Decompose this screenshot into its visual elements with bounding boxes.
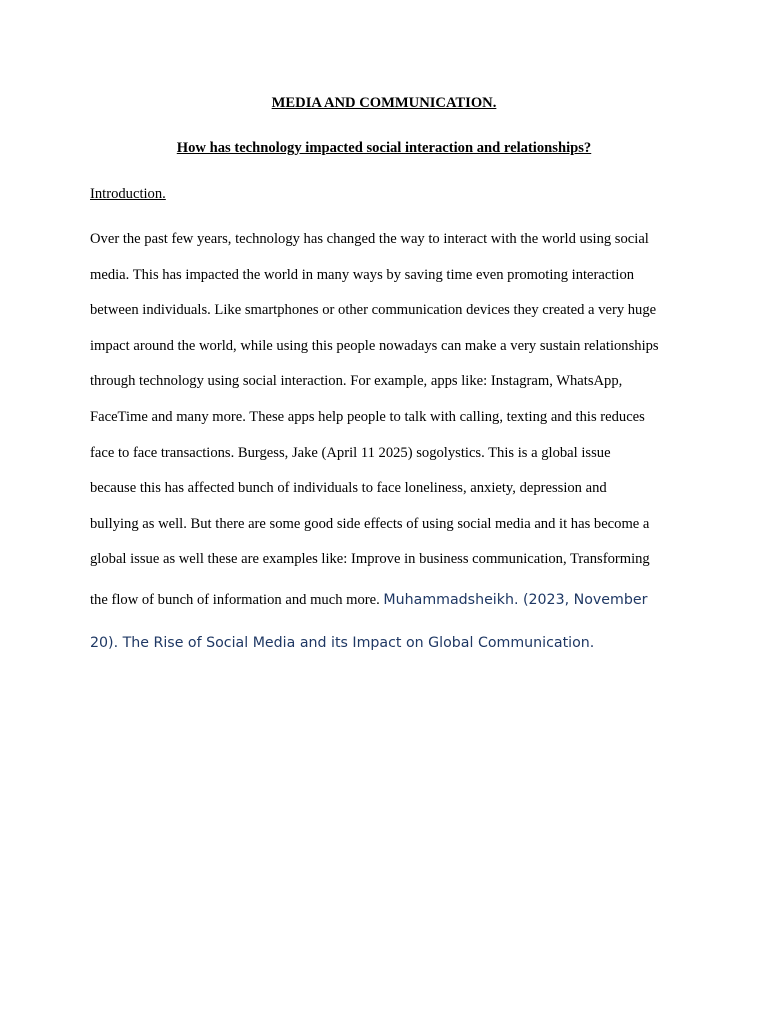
paragraph-line: media. This has impacted the world in many ways by saving time even promoting interaction	[90, 266, 635, 283]
citation-muhammadsheikh-part1: Muhammadsheikh. (2023, November	[383, 591, 648, 608]
document-subtitle: How has technology impacted social interaction and relationships?	[176, 140, 592, 156]
paragraph-line: face to face transactions. Burgess, Jake (April 11 2025) sogolystics. This is a global issue	[90, 444, 611, 461]
paragraph-line: global issue as well these are examples like: Improve in business communication, Transforming	[90, 551, 650, 568]
paragraph-last-line	[90, 578, 690, 623]
introduction-paragraph	[90, 222, 690, 663]
paragraph-line: Over the past few years, technology has changed the way to interact with the world using social	[90, 231, 649, 247]
paragraph-line: FaceTime and many more. These apps help people to talk with calling, texting and this reduces	[90, 408, 645, 425]
paragraph-line: because this has affected bunch of individuals to face loneliness, anxiety, depression and	[90, 480, 607, 497]
document-title: MEDIA AND COMMUNICATION.	[271, 95, 497, 111]
paragraph-line-text: the flow of bunch of information and much more.	[90, 591, 384, 608]
paragraph-line: impact around the world, while using this people nowadays can make a very sustain relationships	[90, 337, 659, 354]
paragraph-line: bullying as well. But there are some good side effects of using social media and it has become a	[90, 515, 650, 532]
citation-muhammadsheikh-part2: 20). The Rise of Social Media and its Impact on Global Communication.	[90, 634, 595, 651]
paragraph-line: between individuals. Like smartphones or other communication devices they created a very huge	[90, 302, 657, 319]
paragraph-line: through technology using social interaction. For example, apps like: Instagram, WhatsApp,	[90, 373, 623, 390]
section-heading-introduction: Introduction.	[90, 186, 166, 202]
